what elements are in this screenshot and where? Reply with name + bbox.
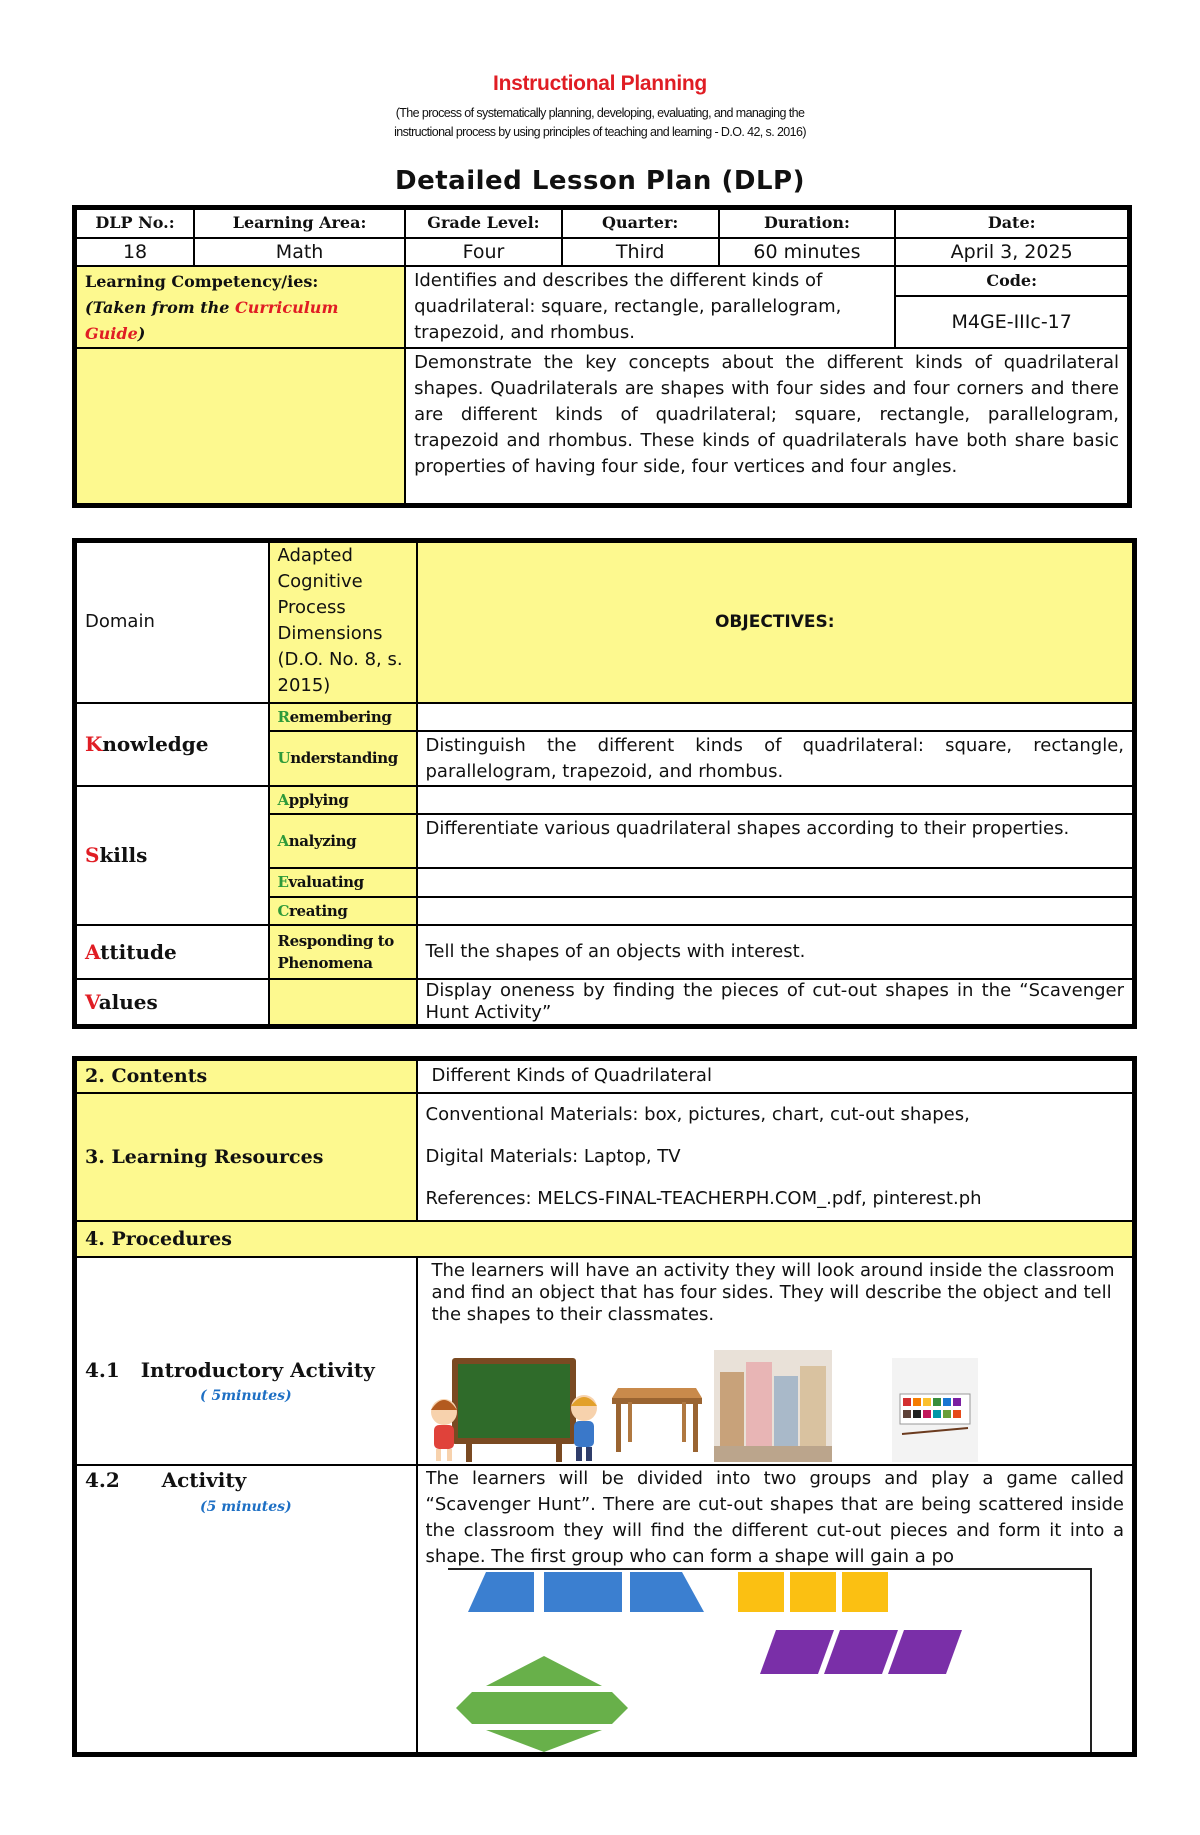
boxes-shelf [714, 1446, 832, 1462]
activity-text: The learners will be divided into two groups and play a game called “Scavenger Hunt”. There are cut-out shapes that are being scattered inside the classroom they will find the different cut-out pieces and form it into a shape. The first group who can form a shape will gain a po [425, 1467, 1124, 1567]
procedures-label: 4. Procedures [75, 1221, 1135, 1257]
creating-objective [417, 897, 1135, 925]
intro-activity-row [75, 1257, 1135, 1465]
creating-first: C [277, 901, 290, 920]
info-value-row [75, 238, 1130, 266]
responding-label [269, 925, 417, 979]
table-illustration [610, 1376, 704, 1454]
chalkboard-leg-left [466, 1442, 472, 1462]
evaluating-objective [417, 868, 1135, 897]
competency-text: Identifies and describes the different kinds of quadrilateral: square, rectangle, parallelogram, trapezoid, and rhombus. [405, 266, 895, 348]
activity-time: (5 minutes) [200, 1498, 292, 1515]
table-top [612, 1388, 702, 1398]
references: References: MELCS-FINAL-TEACHERPH.COM_.pdf, pinterest.ph [425, 1187, 982, 1209]
learning-area-label: Learning Area: [194, 208, 405, 238]
date-label: Date: [895, 208, 1129, 238]
dlp-no-label: DLP No.: [75, 208, 195, 238]
key-concepts-label-cell [75, 348, 406, 506]
objectives-header: OBJECTIVES: [417, 541, 1135, 703]
chalkboard-kids-illustration [426, 1350, 602, 1462]
intro-label-cell [75, 1257, 417, 1465]
date-value: April 3, 2025 [895, 238, 1129, 266]
competency-label-3b: ) [137, 323, 146, 343]
box-4 [800, 1366, 826, 1448]
yellow-square-3 [842, 1572, 888, 1612]
contents-row [75, 1059, 1135, 1093]
table-edge [612, 1398, 702, 1404]
box-3 [774, 1376, 798, 1448]
responding-line-1: Responding to [277, 931, 394, 950]
paint-4 [933, 1398, 941, 1406]
chalkboard-surface [458, 1364, 570, 1438]
paint-7 [903, 1410, 911, 1418]
competency-label-2b: Curriculum [235, 297, 339, 317]
subtitle-line-2: instructional process by using principles of teaching and learning - D.O. 42, s. 2016) [394, 125, 806, 139]
paint-11 [943, 1410, 951, 1418]
paint-2 [913, 1398, 921, 1406]
understanding-first: U [277, 749, 291, 767]
activity-heading [85, 1466, 408, 1494]
objectives-header-row [75, 541, 1135, 703]
competency-label-cell [75, 266, 406, 348]
code-value: M4GE-IIIc-17 [895, 296, 1129, 347]
competency-label-2a: (Taken from the [85, 297, 236, 317]
remembering-first: R [277, 707, 290, 726]
table-leg-3 [628, 1402, 632, 1442]
activity-number: 4.2 [85, 1467, 120, 1492]
key-concepts-text: Demonstrate the key concepts about the different kinds of quadrilateral shapes. Quadrilaterals are shapes with four sides and four corners and there are different kinds of quadrilateral; square, rectangle, parallelogram, trapezoid and rhombus. These kinds of quadrilaterals have both share basic properties of having four side, four vertices and four angles. [405, 348, 1129, 506]
competency-label-1: Learning Competency/ies: [85, 271, 319, 291]
values-process-cell [269, 979, 417, 1027]
activity-label-cell [75, 1465, 417, 1755]
info-label-row [75, 208, 1130, 238]
skills-rest: kills [99, 843, 148, 867]
paint-10 [933, 1410, 941, 1418]
intro-activity-cell [417, 1257, 1135, 1465]
analyzing-objective: Differentiate various quadrilateral shapes according to their properties. [417, 814, 1135, 868]
competency-row [75, 266, 1130, 297]
chalkboard-leg-right [556, 1442, 562, 1462]
values-domain [75, 979, 269, 1027]
intro-number: 4.1 [85, 1357, 120, 1382]
values-first-letter: V [85, 989, 99, 1014]
attitude-row [75, 925, 1135, 979]
applying-objective [417, 786, 1135, 814]
attitude-first-letter: A [85, 939, 101, 964]
evaluating-rest: valuating [288, 873, 364, 891]
analyzing-label [269, 814, 417, 868]
understanding-rest: nderstanding [290, 749, 398, 767]
dlp-no-value: 18 [75, 238, 195, 266]
cut-out-shapes-image [448, 1568, 1092, 1752]
paint-9 [923, 1410, 931, 1418]
green-hexagon [456, 1692, 628, 1724]
dlp-title: Detailed Lesson Plan (DLP) [395, 166, 805, 196]
understanding-objective: Distinguish the different kinds of quadrilateral: square, rectangle, parallelogram, trapezoid, and rhombus. [417, 731, 1135, 786]
subtitle-line-1: (The process of systematically planning, developing, evaluating, and managing the [395, 106, 805, 120]
kid-girl-leg-2 [447, 1449, 452, 1461]
watercolor-palette-photo [892, 1358, 978, 1462]
info-table [72, 205, 1132, 508]
paint-8 [913, 1410, 921, 1418]
contents-label: 2. Contents [75, 1059, 417, 1093]
kid-boy-leg-2 [586, 1447, 592, 1461]
quarter-label: Quarter: [562, 208, 719, 238]
remembering-objective [417, 703, 1135, 731]
activity-cell [417, 1465, 1135, 1755]
remembering-row [75, 703, 1135, 731]
resources-cell [417, 1093, 1135, 1221]
knowledge-first-letter: K [85, 732, 103, 756]
attitude-domain [75, 925, 269, 979]
learning-area-value: Math [194, 238, 405, 266]
competency-label-3 [85, 321, 396, 347]
intro-text: The learners will have an activity they will look around inside the classroom and find an object that has four sides. They will describe the object and tell the shapes to their classmates. [431, 1259, 1115, 1325]
intro-heading [85, 1357, 408, 1383]
applying-row [75, 786, 1135, 814]
table-leg-1 [616, 1404, 621, 1452]
remembering-label [269, 703, 417, 731]
contents-value: Different Kinds of Quadrilateral [417, 1059, 1135, 1093]
paint-12 [953, 1410, 961, 1418]
activity-row [75, 1465, 1135, 1755]
table-leg-4 [682, 1402, 686, 1442]
evaluating-first: E [277, 873, 289, 891]
paint-1 [903, 1398, 911, 1406]
instructional-planning-title: Instructional Planning [493, 72, 707, 95]
skills-first-letter: S [85, 843, 100, 867]
procedures-row [75, 1221, 1135, 1257]
analyzing-rest: nalyzing [288, 831, 357, 850]
intro-label: Introductory Activity [140, 1357, 375, 1382]
kid-boy-leg [576, 1447, 582, 1461]
key-concepts-row [75, 348, 1130, 506]
knowledge-rest: nowledge [102, 732, 209, 756]
values-row [75, 979, 1135, 1027]
applying-label [269, 786, 417, 814]
attitude-rest: ttitude [100, 939, 177, 964]
table-leg-2 [693, 1404, 698, 1452]
paint-5 [943, 1398, 951, 1406]
knowledge-domain [75, 703, 269, 786]
duration-label: Duration: [719, 208, 896, 238]
applying-first: A [277, 790, 289, 809]
yellow-square-1 [738, 1572, 784, 1612]
skills-domain [75, 786, 269, 925]
duration-value: 60 minutes [719, 238, 896, 266]
creating-rest: reating [289, 901, 348, 920]
evaluating-label [269, 868, 417, 897]
kid-boy-body [574, 1421, 594, 1447]
grade-level-label: Grade Level: [405, 208, 562, 238]
attitude-objective: Tell the shapes of an objects with interest. [417, 925, 1135, 979]
yellow-square-2 [790, 1572, 836, 1612]
digital-materials: Digital Materials: Laptop, TV [425, 1145, 681, 1167]
grade-level-value: Four [405, 238, 562, 266]
paint-6 [953, 1398, 961, 1406]
contents-table [72, 1056, 1137, 1757]
values-objective: Display oneness by finding the pieces of cut-out shapes in the “Scavenger Hunt Activity” [417, 979, 1135, 1027]
responding-line-2: Phenomena [277, 953, 373, 972]
analyzing-first: A [277, 831, 289, 850]
objectives-table [72, 538, 1137, 1029]
competency-label-3a: Guide [85, 323, 138, 343]
boxes-photo [714, 1350, 832, 1462]
activity-label: Activity [161, 1467, 247, 1492]
understanding-label [269, 731, 417, 786]
kid-girl-leg [436, 1449, 441, 1461]
box-1 [720, 1372, 744, 1448]
box-2 [746, 1362, 772, 1448]
blue-rectangle-middle [544, 1572, 622, 1612]
kid-girl-body [434, 1425, 454, 1449]
applying-rest: pplying [288, 790, 349, 809]
process-header: Adapted Cognitive Process Dimensions (D.O. No. 8, s. 2015) [269, 541, 417, 703]
resources-label: 3. Learning Resources [75, 1093, 417, 1221]
values-rest: alues [98, 989, 158, 1014]
creating-label [269, 897, 417, 925]
quarter-value: Third [562, 238, 719, 266]
remembering-rest: emembering [289, 707, 392, 726]
domain-header: Domain [75, 541, 269, 703]
resources-row [75, 1093, 1135, 1221]
intro-time: ( 5minutes) [200, 1387, 292, 1404]
conventional-materials: Conventional Materials: box, pictures, chart, cut-out shapes, [425, 1103, 970, 1125]
competency-label-2 [85, 295, 396, 321]
paint-3 [923, 1398, 931, 1406]
code-label: Code: [895, 266, 1129, 297]
